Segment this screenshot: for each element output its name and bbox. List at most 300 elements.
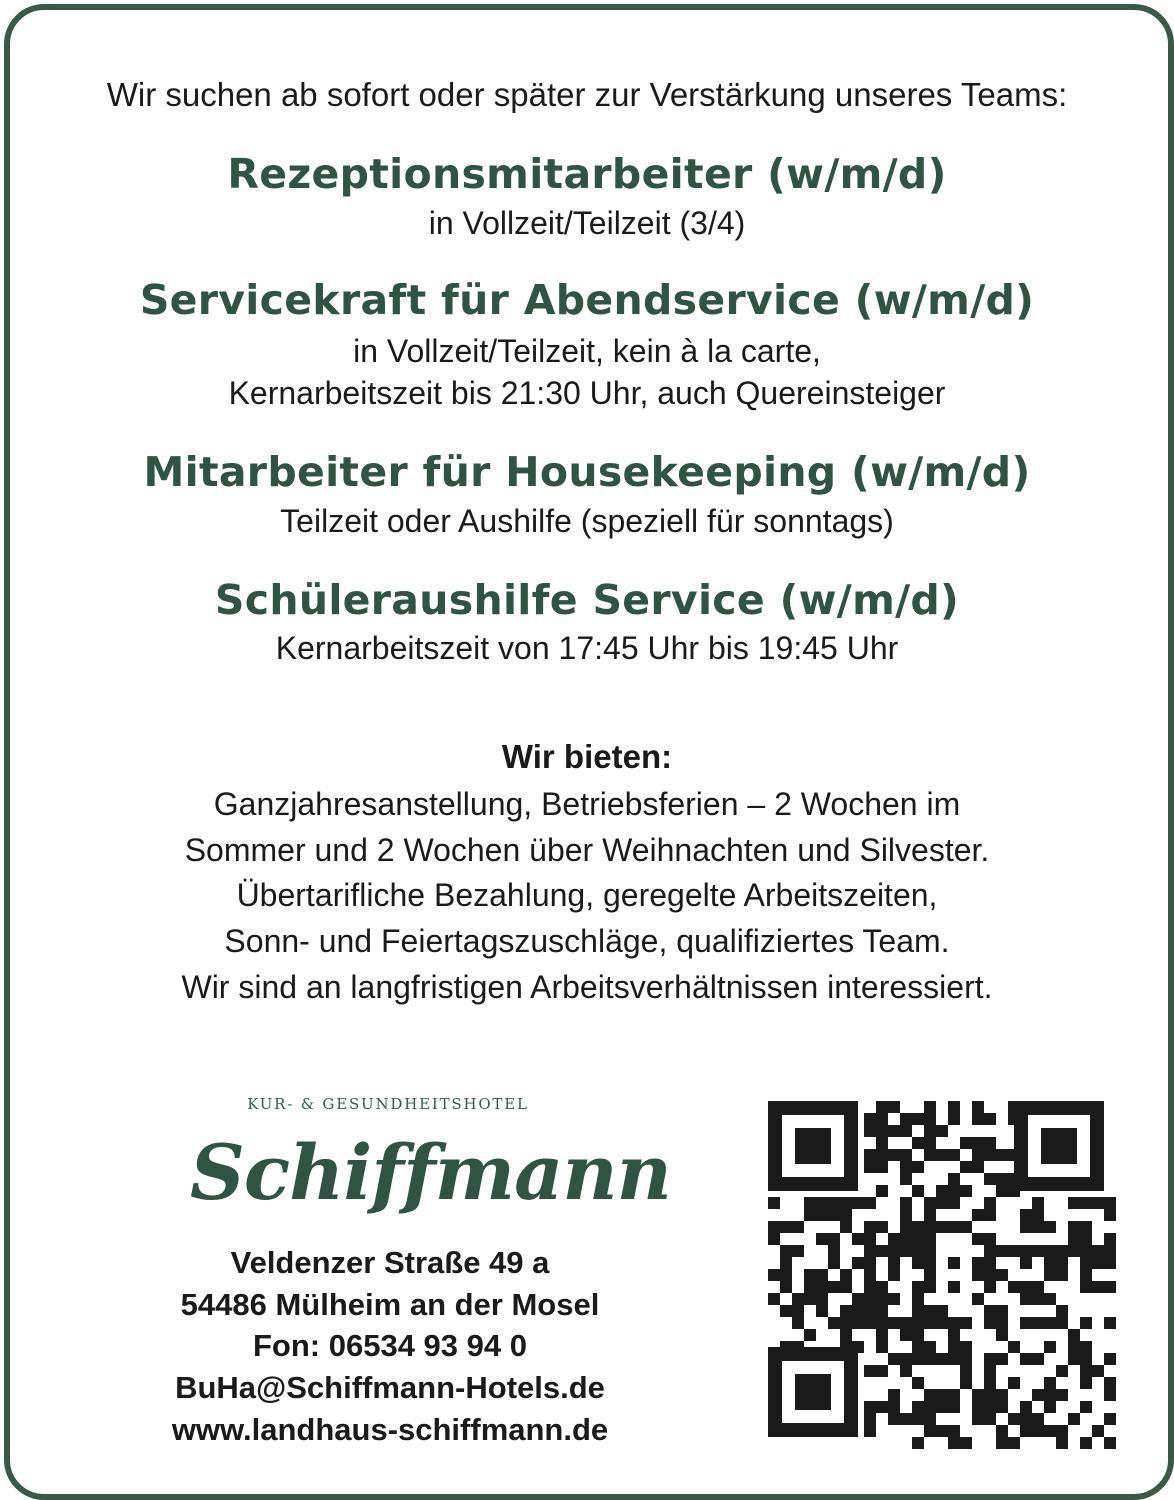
qr-module	[948, 1437, 960, 1449]
qr-module	[864, 1425, 876, 1437]
qr-module	[936, 1353, 948, 1365]
qr-module	[876, 1317, 888, 1329]
qr-module	[948, 1329, 960, 1341]
qr-module	[864, 1221, 876, 1233]
offer-heading: Wir bieten:	[501, 738, 673, 775]
qr-module	[996, 1389, 1008, 1401]
qr-module	[1080, 1437, 1092, 1449]
qr-module	[1008, 1281, 1020, 1293]
qr-module	[996, 1353, 1008, 1365]
qr-module	[828, 1245, 840, 1257]
qr-module	[984, 1353, 996, 1365]
qr-module	[1104, 1377, 1116, 1389]
qr-module	[1080, 1245, 1092, 1257]
qr-module	[900, 1233, 912, 1245]
qr-module	[876, 1161, 888, 1173]
qr-module	[936, 1185, 948, 1197]
qr-module	[864, 1413, 876, 1425]
qr-module	[828, 1257, 840, 1269]
qr-module	[876, 1245, 888, 1257]
hotel-logo: Schiffmann	[190, 1128, 671, 1217]
address-city: 54486 Mülheim an der Mosel	[180, 1287, 600, 1322]
qr-module	[984, 1281, 996, 1293]
qr-module	[888, 1413, 900, 1425]
qr-module	[972, 1113, 984, 1125]
qr-module	[804, 1269, 816, 1281]
job-detail-housekeeping: Teilzeit oder Aushilfe (speziell für sonntags)	[280, 503, 894, 539]
qr-module	[912, 1185, 924, 1197]
qr-code-icon[interactable]	[745, 1088, 1123, 1450]
qr-module	[948, 1401, 960, 1413]
qr-module	[924, 1389, 936, 1401]
qr-module	[804, 1293, 816, 1305]
qr-module	[888, 1293, 900, 1305]
qr-module	[876, 1341, 888, 1353]
qr-module	[936, 1425, 948, 1437]
qr-module	[1008, 1245, 1020, 1257]
qr-module	[996, 1329, 1008, 1341]
qr-module	[816, 1293, 828, 1305]
qr-module	[876, 1305, 888, 1317]
qr-module	[900, 1353, 912, 1365]
qr-module	[876, 1185, 888, 1197]
qr-module	[1068, 1341, 1080, 1353]
qr-module	[1080, 1401, 1092, 1413]
qr-module	[996, 1437, 1008, 1449]
job-detail-service-1: in Vollzeit/Teilzeit, kein à la carte,	[353, 333, 821, 369]
qr-module	[852, 1305, 864, 1317]
qr-module	[780, 1221, 792, 1233]
qr-module	[972, 1209, 984, 1221]
qr-module	[924, 1317, 936, 1329]
qr-module	[1056, 1257, 1068, 1269]
qr-module	[948, 1341, 960, 1353]
qr-module	[960, 1221, 972, 1233]
qr-module	[1056, 1365, 1068, 1377]
qr-module	[1020, 1401, 1032, 1413]
qr-module	[1104, 1233, 1116, 1245]
qr-module	[816, 1305, 828, 1317]
offer-line: Wir sind an langfristigen Arbeitsverhältnissen interessiert.	[181, 969, 993, 1005]
qr-module	[876, 1281, 888, 1293]
qr-module	[1020, 1353, 1032, 1365]
job-title-housekeeping: Mitarbeiter für Housekeeping (w/m/d)	[143, 448, 1031, 496]
qr-module	[1020, 1245, 1032, 1257]
qr-module	[948, 1149, 960, 1161]
qr-module	[1056, 1305, 1068, 1317]
qr-module	[1068, 1197, 1080, 1209]
qr-module	[864, 1305, 876, 1317]
qr-module	[1008, 1437, 1020, 1449]
qr-module	[864, 1365, 876, 1377]
qr-module	[1068, 1245, 1080, 1257]
qr-module	[984, 1257, 996, 1269]
qr-module	[900, 1317, 912, 1329]
phone-number: Fon: 06534 93 94 0	[253, 1328, 527, 1363]
qr-module	[1044, 1389, 1056, 1401]
qr-module	[936, 1389, 948, 1401]
qr-module	[1080, 1233, 1092, 1245]
qr-module	[960, 1341, 972, 1353]
qr-module	[1056, 1269, 1068, 1281]
qr-module	[1080, 1281, 1092, 1293]
qr-module	[1104, 1353, 1116, 1365]
qr-module	[1080, 1269, 1092, 1281]
qr-module	[1008, 1377, 1020, 1389]
job-detail-student: Kernarbeitszeit von 17:45 Uhr bis 19:45 Uhr	[275, 630, 899, 666]
qr-module	[924, 1125, 936, 1137]
qr-module	[996, 1149, 1008, 1161]
qr-module	[876, 1149, 888, 1161]
qr-module	[852, 1293, 864, 1305]
qr-module	[876, 1113, 888, 1125]
qr-module	[1104, 1281, 1116, 1293]
qr-module	[936, 1305, 948, 1317]
qr-module	[972, 1233, 984, 1245]
qr-module	[996, 1173, 1008, 1185]
qr-module	[1104, 1245, 1116, 1257]
qr-module	[792, 1221, 804, 1233]
qr-module	[960, 1437, 972, 1449]
qr-module	[864, 1293, 876, 1305]
qr-module	[984, 1149, 996, 1161]
qr-module	[864, 1149, 876, 1161]
qr-module	[780, 1305, 792, 1317]
qr-module	[864, 1269, 876, 1281]
qr-module	[840, 1305, 852, 1317]
qr-module	[864, 1233, 876, 1245]
qr-module	[816, 1233, 828, 1245]
qr-module	[888, 1149, 900, 1161]
qr-module	[912, 1281, 924, 1293]
qr-module	[852, 1197, 864, 1209]
qr-module	[1092, 1281, 1104, 1293]
qr-module	[888, 1257, 900, 1269]
qr-module	[768, 1221, 780, 1233]
qr-module	[900, 1245, 912, 1257]
qr-module	[912, 1317, 924, 1329]
qr-module	[912, 1233, 924, 1245]
qr-module	[780, 1281, 792, 1293]
qr-module	[960, 1353, 972, 1365]
qr-module	[1020, 1293, 1032, 1305]
qr-module	[900, 1329, 912, 1341]
qr-module	[948, 1317, 960, 1329]
qr-module	[1032, 1221, 1044, 1233]
qr-module	[1044, 1293, 1056, 1305]
qr-module	[828, 1209, 840, 1221]
qr-module	[900, 1209, 912, 1221]
qr-module	[972, 1413, 984, 1425]
qr-module	[780, 1245, 792, 1257]
qr-module	[972, 1389, 984, 1401]
qr-module	[888, 1389, 900, 1401]
qr-module	[876, 1101, 888, 1113]
qr-module	[1104, 1389, 1116, 1401]
qr-module	[960, 1377, 972, 1389]
website-link[interactable]: www.landhaus-schiffmann.de	[171, 1412, 609, 1447]
qr-module	[1044, 1257, 1056, 1269]
qr-module	[1104, 1209, 1116, 1221]
qr-module	[1008, 1413, 1020, 1425]
qr-module	[768, 1197, 780, 1209]
qr-module	[1044, 1317, 1056, 1329]
qr-module	[1044, 1245, 1056, 1257]
qr-module	[984, 1137, 996, 1149]
qr-module	[996, 1185, 1008, 1197]
qr-module	[828, 1197, 840, 1209]
qr-module	[972, 1137, 984, 1149]
qr-module	[1032, 1413, 1044, 1425]
qr-module	[864, 1257, 876, 1269]
qr-module	[804, 1281, 816, 1293]
qr-module	[864, 1245, 876, 1257]
qr-module	[984, 1305, 996, 1317]
qr-module	[984, 1173, 996, 1185]
qr-module	[960, 1185, 972, 1197]
qr-module	[1092, 1365, 1104, 1377]
qr-module	[1044, 1377, 1056, 1389]
qr-module	[924, 1245, 936, 1257]
qr-module	[792, 1317, 804, 1329]
qr-module	[876, 1137, 888, 1149]
qr-module	[924, 1257, 936, 1269]
job-title-reception: Rezeptionsmitarbeiter (w/m/d)	[227, 150, 947, 198]
qr-module	[1056, 1245, 1068, 1257]
qr-module	[816, 1281, 828, 1293]
qr-module	[924, 1113, 936, 1125]
qr-module	[900, 1197, 912, 1209]
qr-module	[948, 1257, 960, 1269]
qr-module	[924, 1305, 936, 1317]
qr-module	[960, 1161, 972, 1173]
offer-line: Übertarifliche Bezahlung, geregelte Arbeitszeiten,	[236, 877, 938, 913]
qr-module	[912, 1161, 924, 1173]
qr-module	[912, 1329, 924, 1341]
qr-module	[984, 1209, 996, 1221]
qr-module	[936, 1317, 948, 1329]
qr-module	[1020, 1209, 1032, 1221]
qr-module	[888, 1101, 900, 1113]
qr-module	[840, 1209, 852, 1221]
intro-text: Wir suchen ab sofort oder später zur Verstärkung unseres Teams:	[106, 76, 1068, 113]
qr-module	[1068, 1221, 1080, 1233]
qr-module	[1020, 1221, 1032, 1233]
qr-module	[1032, 1389, 1044, 1401]
qr-module	[888, 1353, 900, 1365]
qr-module	[912, 1377, 924, 1389]
qr-module	[864, 1401, 876, 1413]
qr-module	[852, 1257, 864, 1269]
qr-module	[900, 1113, 912, 1125]
qr-module	[900, 1125, 912, 1137]
qr-module	[924, 1401, 936, 1413]
qr-module	[852, 1317, 864, 1329]
qr-module	[1080, 1353, 1092, 1365]
qr-module	[1104, 1317, 1116, 1329]
qr-module	[1068, 1413, 1080, 1425]
qr-module	[1104, 1257, 1116, 1269]
qr-module	[1020, 1413, 1032, 1425]
qr-module	[948, 1281, 960, 1293]
qr-module	[996, 1269, 1008, 1281]
qr-module	[924, 1149, 936, 1161]
qr-module	[924, 1425, 936, 1437]
qr-module	[852, 1233, 864, 1245]
qr-module	[984, 1113, 996, 1125]
qr-module	[1092, 1197, 1104, 1209]
qr-module	[984, 1317, 996, 1329]
qr-module	[1080, 1377, 1092, 1389]
qr-module	[1044, 1401, 1056, 1413]
qr-module	[1020, 1317, 1032, 1329]
qr-module	[912, 1293, 924, 1305]
qr-module	[900, 1149, 912, 1161]
qr-module	[936, 1197, 948, 1209]
qr-module	[948, 1221, 960, 1233]
qr-module	[924, 1197, 936, 1209]
qr-module	[864, 1281, 876, 1293]
qr-module	[912, 1137, 924, 1149]
qr-module	[1056, 1317, 1068, 1329]
qr-module	[1104, 1197, 1116, 1209]
qr-module	[828, 1281, 840, 1293]
qr-module	[984, 1401, 996, 1413]
qr-module	[996, 1425, 1008, 1437]
qr-module	[936, 1125, 948, 1137]
qr-module	[1092, 1245, 1104, 1257]
qr-module	[948, 1425, 960, 1437]
qr-module	[828, 1317, 840, 1329]
address-street: Veldenzer Straße 49 a	[230, 1245, 550, 1280]
job-title-service: Servicekraft für Abendservice (w/m/d)	[139, 276, 1035, 324]
qr-module	[876, 1365, 888, 1377]
qr-module	[1032, 1209, 1044, 1221]
qr-module	[780, 1269, 792, 1281]
qr-module	[1032, 1281, 1044, 1293]
qr-module	[888, 1269, 900, 1281]
qr-module	[864, 1197, 876, 1209]
qr-module	[900, 1413, 912, 1425]
qr-module	[972, 1149, 984, 1161]
job-detail-reception: in Vollzeit/Teilzeit (3/4)	[428, 205, 746, 241]
qr-module	[804, 1329, 816, 1341]
qr-module	[1044, 1221, 1056, 1233]
qr-module	[972, 1161, 984, 1173]
qr-module	[972, 1293, 984, 1305]
qr-module	[984, 1389, 996, 1401]
qr-module	[984, 1413, 996, 1425]
qr-module	[1080, 1317, 1092, 1329]
qr-module	[888, 1245, 900, 1257]
qr-module	[924, 1269, 936, 1281]
qr-module	[912, 1257, 924, 1269]
qr-module	[948, 1113, 960, 1125]
qr-module	[924, 1353, 936, 1365]
qr-module	[972, 1101, 984, 1113]
qr-module	[840, 1281, 852, 1293]
qr-module	[984, 1245, 996, 1257]
qr-module	[1068, 1233, 1080, 1245]
qr-module	[936, 1149, 948, 1161]
qr-module	[888, 1125, 900, 1137]
qr-module	[1056, 1437, 1068, 1449]
qr-module	[1080, 1221, 1092, 1233]
qr-module	[1056, 1389, 1068, 1401]
qr-module	[1032, 1293, 1044, 1305]
qr-module	[1092, 1257, 1104, 1269]
qr-module	[888, 1401, 900, 1413]
qr-module	[984, 1269, 996, 1281]
qr-module	[840, 1197, 852, 1209]
qr-module	[924, 1221, 936, 1233]
qr-module	[900, 1221, 912, 1233]
qr-module	[960, 1317, 972, 1329]
qr-module	[900, 1173, 912, 1185]
qr-module	[1104, 1413, 1116, 1425]
qr-module	[1020, 1425, 1032, 1437]
qr-module	[912, 1245, 924, 1257]
qr-module	[924, 1137, 936, 1149]
offer-line: Sonn- und Feiertagszuschläge, qualifiziertes Team.	[224, 923, 950, 959]
qr-module	[996, 1401, 1008, 1413]
qr-module	[912, 1113, 924, 1125]
qr-module	[1020, 1257, 1032, 1269]
qr-module	[948, 1173, 960, 1185]
qr-module	[960, 1137, 972, 1149]
qr-module	[840, 1317, 852, 1329]
qr-module	[924, 1281, 936, 1293]
qr-module	[876, 1329, 888, 1341]
qr-module	[1080, 1341, 1092, 1353]
qr-module	[972, 1401, 984, 1413]
qr-module	[864, 1113, 876, 1125]
qr-module	[948, 1353, 960, 1365]
email-link[interactable]: BuHa@Schiffmann-Hotels.de	[175, 1370, 605, 1405]
offer-line: Sommer und 2 Wochen über Weihnachten und Silvester.	[184, 832, 990, 868]
qr-module	[888, 1233, 900, 1245]
qr-module	[912, 1437, 924, 1449]
qr-module	[1068, 1353, 1080, 1365]
qr-module	[888, 1317, 900, 1329]
qr-module	[996, 1317, 1008, 1329]
qr-module	[1044, 1425, 1056, 1437]
qr-module	[924, 1209, 936, 1221]
qr-module	[804, 1197, 816, 1209]
qr-module	[1032, 1245, 1044, 1257]
qr-module	[912, 1341, 924, 1353]
qr-module	[768, 1233, 780, 1245]
qr-module	[816, 1209, 828, 1221]
qr-module	[1056, 1425, 1068, 1437]
qr-module	[1080, 1197, 1092, 1209]
qr-module	[792, 1293, 804, 1305]
qr-module	[948, 1185, 960, 1197]
qr-module	[996, 1305, 1008, 1317]
qr-module	[984, 1197, 996, 1209]
qr-module	[1080, 1257, 1092, 1269]
qr-module	[984, 1377, 996, 1389]
qr-module	[816, 1269, 828, 1281]
qr-module	[900, 1161, 912, 1173]
qr-module	[864, 1317, 876, 1329]
qr-module	[924, 1101, 936, 1113]
qr-module	[1032, 1425, 1044, 1437]
qr-module	[864, 1125, 876, 1137]
offer-line: Ganzjahresanstellung, Betriebsferien – 2 Wochen im	[213, 786, 961, 822]
qr-module	[912, 1413, 924, 1425]
qr-module	[828, 1233, 840, 1245]
